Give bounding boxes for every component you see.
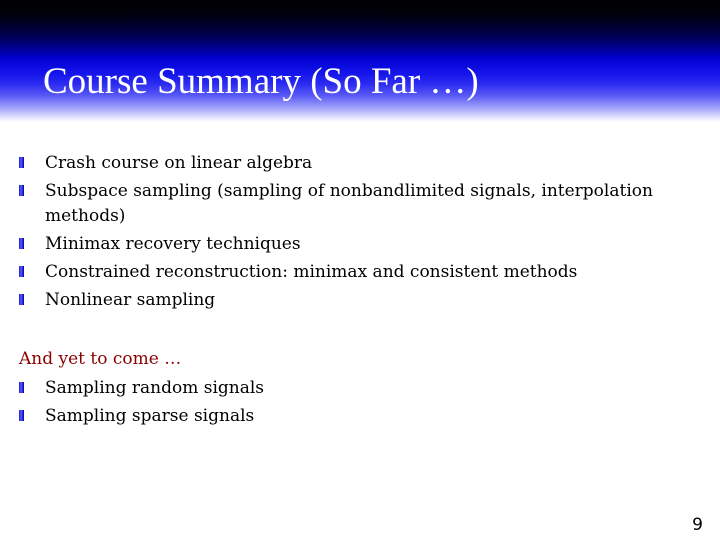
square-bullet-icon: [19, 185, 24, 196]
bullet-item: [0, 230, 720, 258]
bullet-text: Sampling sparse signals: [45, 406, 255, 426]
bullet-item: [0, 258, 720, 286]
square-bullet-icon: [19, 238, 24, 249]
bullet-text: Crash course on linear algebra: [45, 153, 313, 173]
bullet-item: [0, 177, 720, 230]
bullet-item: [0, 149, 720, 177]
upcoming-bullet-list: [0, 374, 720, 430]
page-number: 9: [692, 515, 703, 535]
bullet-text: Minimax recovery techniques: [45, 234, 301, 254]
square-bullet-icon: [19, 157, 24, 168]
square-bullet-icon: [19, 266, 24, 277]
summary-bullet-list: [0, 149, 720, 314]
square-bullet-icon: [19, 382, 24, 393]
bullet-text: Subspace sampling (sampling of nonbandlimited signals, interpolation methods): [45, 181, 653, 226]
bullet-text: Constrained reconstruction: minimax and consistent methods: [45, 262, 578, 282]
section-heading: And yet to come …: [19, 349, 182, 369]
bullet-item: [0, 402, 720, 430]
bullet-item: [0, 374, 720, 402]
slide-title: Course Summary (So Far …): [43, 61, 479, 102]
bullet-text: Nonlinear sampling: [45, 290, 216, 310]
square-bullet-icon: [19, 294, 24, 305]
bullet-text: Sampling random signals: [45, 378, 265, 398]
square-bullet-icon: [19, 410, 24, 421]
bullet-item: [0, 286, 720, 314]
